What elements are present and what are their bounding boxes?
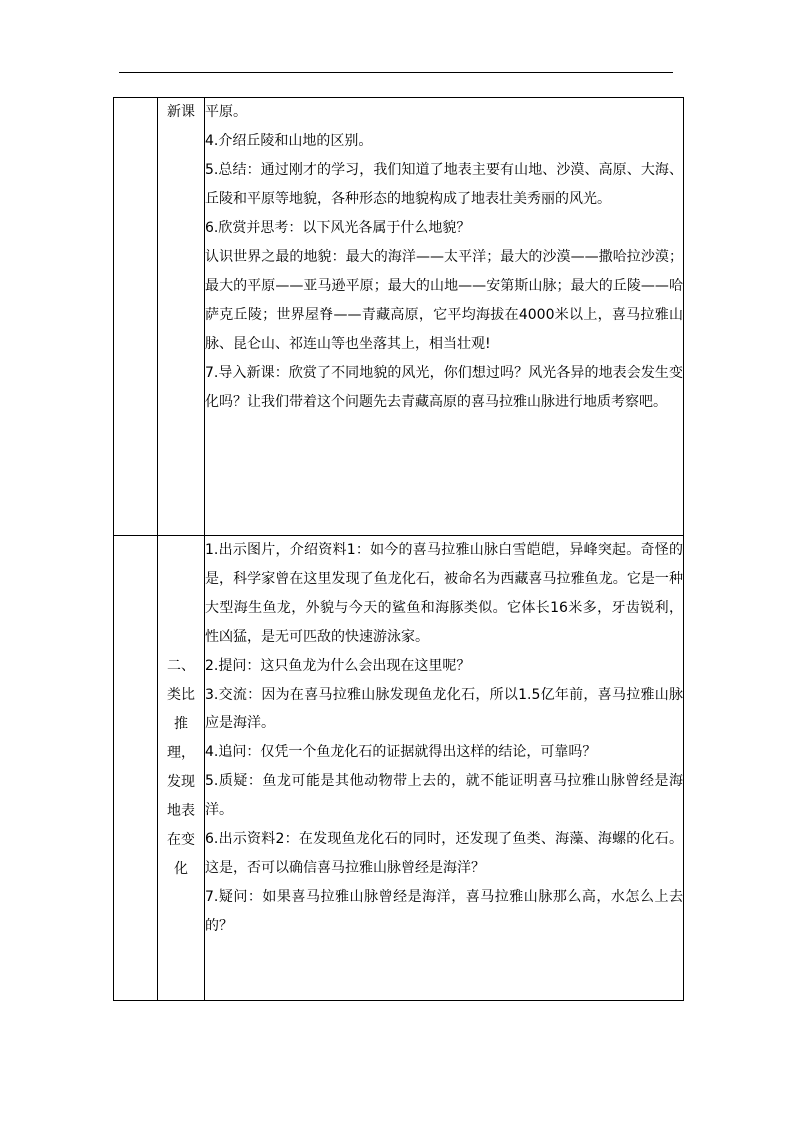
- lesson-plan-table: [113, 97, 684, 1001]
- stage-line: 类比: [167, 687, 195, 703]
- table-row: [114, 536, 684, 1001]
- paragraph: 认识世界之最的地貌：最大的海洋——太平洋；最大的沙漠——撒哈拉沙漠；最大的平原——亚马逊平原；最大的山地——安第斯山脉；最大的丘陵——哈萨克丘陵；世界屋脊——青藏高原，它平均海拔在4000米以上，喜马拉雅山脉、昆仑山、祁连山等也坐落其上，相当壮观!: [205, 249, 683, 352]
- stage-line: 发现: [167, 774, 195, 790]
- content-cell: [205, 536, 684, 1001]
- content-cell: [205, 98, 684, 536]
- paragraph: 2.提问：这只鱼龙为什么会出现在这里呢？: [205, 657, 471, 674]
- section-number-cell: [114, 536, 158, 1001]
- stage-line: 推: [174, 716, 188, 732]
- stage-cell: [158, 98, 205, 536]
- stage-line: 理，: [167, 745, 195, 761]
- paragraph: 5.质疑：鱼龙可能是其他动物带上去的，就不能证明喜马拉雅山脉曾经是海洋。: [205, 773, 683, 819]
- table-row: [114, 98, 684, 536]
- paragraph: 1.出示图片，介绍资料1：如今的喜马拉雅山脉白雪皑皑，异峰突起。奇怪的是，科学家曾在这里发现了鱼龙化石，被命名为西藏喜马拉雅鱼龙。它是一种大型海生鱼龙，外貌与今天的鲨鱼和海豚类似。它体长16米多，牙齿锐利，性凶猛，是无可匹敌的快速游泳家。: [205, 542, 683, 645]
- stage-line: 二、: [167, 658, 195, 674]
- paragraph: 3.交流：因为在喜马拉雅山脉发现鱼龙化石，所以1.5亿年前，喜马拉雅山脉应是海洋。: [205, 686, 683, 732]
- stage-line: 化: [174, 861, 188, 877]
- paragraph: 平原。: [205, 104, 247, 120]
- paragraph: 6.欣赏并思考：以下风光各属于什么地貌？: [205, 220, 471, 236]
- section-number-cell: [114, 98, 158, 536]
- stage-line: 在变: [167, 832, 195, 848]
- paragraph: 4.追问：仅凭一个鱼龙化石的证据就得出这样的结论，可靠吗？: [205, 744, 597, 761]
- header-rule: [119, 72, 673, 73]
- paragraph: 7.疑问：如果喜马拉雅山脉曾经是海洋，喜马拉雅山脉那么高，水怎么上去的？: [205, 888, 683, 934]
- paragraph: 4.介绍丘陵和山地的区别。: [205, 133, 373, 149]
- stage-line: 地表: [167, 803, 195, 819]
- paragraph: 5.总结：通过刚才的学习，我们知道了地表主要有山地、沙漠、高原、大海、丘陵和平原等地貌，各种形态的地貌构成了地表壮美秀丽的风光。: [205, 162, 683, 207]
- stage-cell: [158, 536, 205, 1001]
- paragraph: 7.导入新课：欣赏了不同地貌的风光，你们想过吗？风光各异的地表会发生变化吗？让我们带着这个问题先去青藏高原的喜马拉雅山脉进行地质考察吧。: [205, 365, 683, 410]
- stage-label: 新课: [167, 104, 195, 120]
- paragraph: 6.出示资料2：在发现鱼龙化石的同时，还发现了鱼类、海藻、海螺的化石。这是，否可以确信喜马拉雅山脉曾经是海洋？: [205, 831, 683, 876]
